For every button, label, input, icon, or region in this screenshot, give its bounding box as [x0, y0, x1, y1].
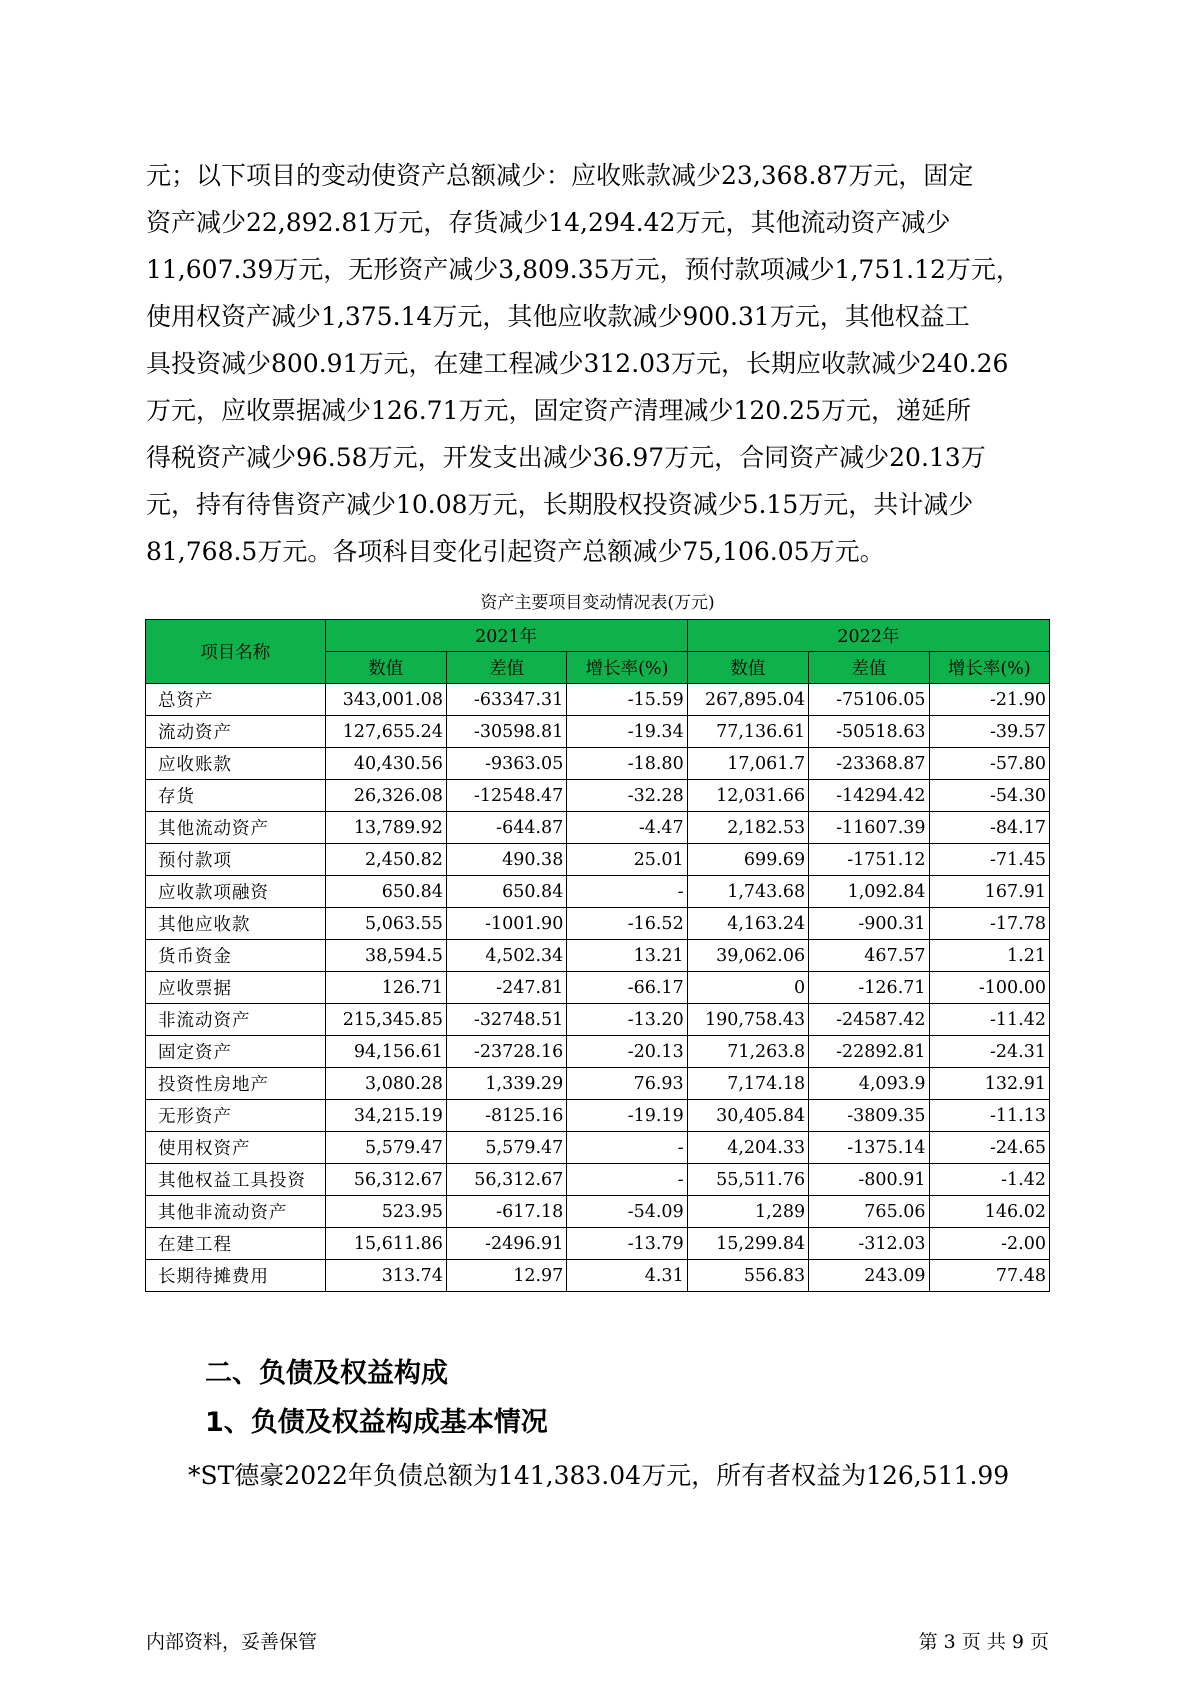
diff-2021-cell: -2496.91 [446, 1228, 566, 1260]
paragraph-line: 万元，应收票据减少126.71万元，固定资产清理减少120.25万元，递延所 [146, 396, 971, 425]
diff-2022-cell: -1751.12 [809, 844, 929, 876]
diff-2021-cell: -617.18 [446, 1196, 566, 1228]
row-label-cell: 在建工程 [146, 1228, 326, 1260]
diff-2021-cell: -30598.81 [446, 716, 566, 748]
growth-2021-cell: -32.28 [567, 780, 687, 812]
value-2021-cell: 650.84 [325, 876, 446, 908]
table-row [146, 1164, 1050, 1196]
table-row [146, 972, 1050, 1004]
diff-2022-cell: -22892.81 [809, 1036, 929, 1068]
header-value-2021: 数值 [325, 652, 446, 684]
diff-2021-cell: -644.87 [446, 812, 566, 844]
diff-2022-cell: -11607.39 [809, 812, 929, 844]
growth-2022-cell: -24.31 [929, 1036, 1049, 1068]
growth-2021-cell: - [567, 876, 687, 908]
growth-2022-cell: -100.00 [929, 972, 1049, 1004]
footer-confidential-note: 内部资料，妥善保管 [146, 1631, 318, 1653]
growth-2021-cell: 25.01 [567, 844, 687, 876]
growth-2022-cell: -21.90 [929, 684, 1049, 716]
paragraph-line: 81,768.5万元。各项科目变化引起资产总额减少75,106.05万元。 [146, 537, 885, 566]
growth-2021-cell: -19.34 [567, 716, 687, 748]
row-label-cell: 无形资产 [146, 1100, 326, 1132]
row-label-cell: 其他应收款 [146, 908, 326, 940]
growth-2022-cell: -11.42 [929, 1004, 1049, 1036]
row-label-cell: 其他权益工具投资 [146, 1164, 326, 1196]
table-row [146, 844, 1050, 876]
table-row [146, 716, 1050, 748]
table-row [146, 1036, 1050, 1068]
table-row [146, 1100, 1050, 1132]
growth-2021-cell: 13.21 [567, 940, 687, 972]
subsection-heading: 1、负债及权益构成基本情况 [205, 1407, 548, 1438]
value-2022-cell: 77,136.61 [687, 716, 808, 748]
row-label-cell: 投资性房地产 [146, 1068, 326, 1100]
row-label-cell: 应收款项融资 [146, 876, 326, 908]
growth-2021-cell: -13.79 [567, 1228, 687, 1260]
diff-2022-cell: 243.09 [809, 1260, 929, 1292]
value-2021-cell: 2,450.82 [325, 844, 446, 876]
growth-2021-cell: - [567, 1132, 687, 1164]
value-2021-cell: 13,789.92 [325, 812, 446, 844]
asset-change-table [145, 619, 1050, 1292]
table-row [146, 1196, 1050, 1228]
row-label-cell: 应收票据 [146, 972, 326, 1004]
value-2021-cell: 40,430.56 [325, 748, 446, 780]
growth-2022-cell: 167.91 [929, 876, 1049, 908]
growth-2022-cell: 132.91 [929, 1068, 1049, 1100]
growth-2021-cell: -20.13 [567, 1036, 687, 1068]
diff-2022-cell: 4,093.9 [809, 1068, 929, 1100]
growth-2022-cell: -39.57 [929, 716, 1049, 748]
value-2021-cell: 313.74 [325, 1260, 446, 1292]
value-2022-cell: 17,061.7 [687, 748, 808, 780]
value-2021-cell: 343,001.08 [325, 684, 446, 716]
row-label-cell: 其他流动资产 [146, 812, 326, 844]
diff-2021-cell: 5,579.47 [446, 1132, 566, 1164]
diff-2022-cell: -50518.63 [809, 716, 929, 748]
value-2021-cell: 127,655.24 [325, 716, 446, 748]
value-2022-cell: 39,062.06 [687, 940, 808, 972]
value-2022-cell: 2,182.53 [687, 812, 808, 844]
value-2022-cell: 71,263.8 [687, 1036, 808, 1068]
growth-2022-cell: -24.65 [929, 1132, 1049, 1164]
diff-2022-cell: 765.06 [809, 1196, 929, 1228]
paragraph-line: 11,607.39万元，无形资产减少3,809.35万元，预付款项减少1,751.12万元， [146, 255, 1021, 284]
diff-2021-cell: -12548.47 [446, 780, 566, 812]
table-row [146, 908, 1050, 940]
table-row [146, 748, 1050, 780]
diff-2022-cell: -14294.42 [809, 780, 929, 812]
paragraph-line: 得税资产减少96.58万元，开发支出减少36.97万元，合同资产减少20.13万 [146, 443, 986, 472]
value-2021-cell: 126.71 [325, 972, 446, 1004]
value-2021-cell: 94,156.61 [325, 1036, 446, 1068]
header-diff-2022: 差值 [809, 652, 929, 684]
header-item-name: 项目名称 [146, 620, 326, 684]
value-2022-cell: 556.83 [687, 1260, 808, 1292]
diff-2022-cell: -75106.05 [809, 684, 929, 716]
growth-2021-cell: 4.31 [567, 1260, 687, 1292]
table-row [146, 780, 1050, 812]
row-label-cell: 其他非流动资产 [146, 1196, 326, 1228]
value-2022-cell: 0 [687, 972, 808, 1004]
header-growth-2022: 增长率(%) [929, 652, 1049, 684]
diff-2022-cell: -24587.42 [809, 1004, 929, 1036]
header-year-2021: 2021年 [325, 620, 687, 652]
growth-2021-cell: -54.09 [567, 1196, 687, 1228]
growth-2022-cell: 1.21 [929, 940, 1049, 972]
value-2022-cell: 699.69 [687, 844, 808, 876]
footer-page-number: 第 3 页 共 9 页 [918, 1631, 1049, 1653]
growth-2021-cell: -4.47 [567, 812, 687, 844]
table-row [146, 940, 1050, 972]
growth-2021-cell: -13.20 [567, 1004, 687, 1036]
diff-2021-cell: -8125.16 [446, 1100, 566, 1132]
table-row [146, 876, 1050, 908]
body-paragraph-liabilities: *ST德豪2022年负债总额为141,383.04万元，所有者权益为126,511.99 [188, 1461, 1010, 1490]
diff-2021-cell: 1,339.29 [446, 1068, 566, 1100]
growth-2022-cell: -54.30 [929, 780, 1049, 812]
growth-2022-cell: -11.13 [929, 1100, 1049, 1132]
value-2021-cell: 26,326.08 [325, 780, 446, 812]
growth-2021-cell: -15.59 [567, 684, 687, 716]
diff-2021-cell: -247.81 [446, 972, 566, 1004]
value-2021-cell: 15,611.86 [325, 1228, 446, 1260]
table-row [146, 1132, 1050, 1164]
row-label-cell: 使用权资产 [146, 1132, 326, 1164]
value-2021-cell: 38,594.5 [325, 940, 446, 972]
value-2022-cell: 30,405.84 [687, 1100, 808, 1132]
diff-2022-cell: -312.03 [809, 1228, 929, 1260]
diff-2021-cell: -1001.90 [446, 908, 566, 940]
row-label-cell: 长期待摊费用 [146, 1260, 326, 1292]
value-2021-cell: 523.95 [325, 1196, 446, 1228]
diff-2022-cell: -1375.14 [809, 1132, 929, 1164]
value-2021-cell: 5,063.55 [325, 908, 446, 940]
row-label-cell: 存货 [146, 780, 326, 812]
paragraph-line: 使用权资产减少1,375.14万元，其他应收款减少900.31万元，其他权益工 [146, 302, 970, 331]
diff-2021-cell: -23728.16 [446, 1036, 566, 1068]
table-row [146, 1068, 1050, 1100]
header-diff-2021: 差值 [446, 652, 566, 684]
value-2022-cell: 12,031.66 [687, 780, 808, 812]
diff-2021-cell: 12.97 [446, 1260, 566, 1292]
growth-2021-cell: 76.93 [567, 1068, 687, 1100]
table-row [146, 1004, 1050, 1036]
diff-2021-cell: -32748.51 [446, 1004, 566, 1036]
row-label-cell: 固定资产 [146, 1036, 326, 1068]
value-2021-cell: 3,080.28 [325, 1068, 446, 1100]
diff-2021-cell: 56,312.67 [446, 1164, 566, 1196]
diff-2022-cell: -3809.35 [809, 1100, 929, 1132]
diff-2022-cell: 1,092.84 [809, 876, 929, 908]
value-2022-cell: 4,163.24 [687, 908, 808, 940]
paragraph-line: 资产减少22,892.81万元，存货减少14,294.42万元，其他流动资产减少 [146, 208, 951, 237]
diff-2022-cell: -900.31 [809, 908, 929, 940]
growth-2022-cell: -1.42 [929, 1164, 1049, 1196]
value-2022-cell: 15,299.84 [687, 1228, 808, 1260]
diff-2021-cell: 490.38 [446, 844, 566, 876]
paragraph-line: 元，持有待售资产减少10.08万元，长期股权投资减少5.15万元，共计减少 [146, 490, 974, 519]
growth-2021-cell: -19.19 [567, 1100, 687, 1132]
value-2021-cell: 34,215.19 [325, 1100, 446, 1132]
value-2022-cell: 4,204.33 [687, 1132, 808, 1164]
value-2022-cell: 267,895.04 [687, 684, 808, 716]
growth-2022-cell: -17.78 [929, 908, 1049, 940]
growth-2022-cell: -57.80 [929, 748, 1049, 780]
row-label-cell: 预付款项 [146, 844, 326, 876]
table-row [146, 684, 1050, 716]
growth-2021-cell: -66.17 [567, 972, 687, 1004]
diff-2021-cell: 4,502.34 [446, 940, 566, 972]
growth-2022-cell: 146.02 [929, 1196, 1049, 1228]
paragraph-line: 元；以下项目的变动使资产总额减少：应收账款减少23,368.87万元，固定 [146, 161, 974, 190]
section-heading: 二、负债及权益构成 [205, 1358, 448, 1389]
row-label-cell: 非流动资产 [146, 1004, 326, 1036]
row-label-cell: 流动资产 [146, 716, 326, 748]
growth-2022-cell: -84.17 [929, 812, 1049, 844]
growth-2021-cell: - [567, 1164, 687, 1196]
diff-2022-cell: -23368.87 [809, 748, 929, 780]
table-row [146, 1260, 1050, 1292]
row-label-cell: 货币资金 [146, 940, 326, 972]
row-label-cell: 应收账款 [146, 748, 326, 780]
table-body [146, 684, 1050, 1292]
header-growth-2021: 增长率(%) [567, 652, 687, 684]
body-paragraph-asset-decrease [146, 152, 1056, 575]
row-label-cell: 总资产 [146, 684, 326, 716]
table-row [146, 1228, 1050, 1260]
value-2022-cell: 1,289 [687, 1196, 808, 1228]
header-value-2022: 数值 [687, 652, 808, 684]
diff-2021-cell: -9363.05 [446, 748, 566, 780]
table-caption: 资产主要项目变动情况表(万元) [480, 593, 715, 613]
diff-2022-cell: -800.91 [809, 1164, 929, 1196]
value-2021-cell: 5,579.47 [325, 1132, 446, 1164]
growth-2022-cell: 77.48 [929, 1260, 1049, 1292]
value-2021-cell: 215,345.85 [325, 1004, 446, 1036]
value-2022-cell: 1,743.68 [687, 876, 808, 908]
growth-2022-cell: -71.45 [929, 844, 1049, 876]
growth-2022-cell: -2.00 [929, 1228, 1049, 1260]
header-year-2022: 2022年 [687, 620, 1049, 652]
diff-2021-cell: -63347.31 [446, 684, 566, 716]
value-2022-cell: 7,174.18 [687, 1068, 808, 1100]
diff-2022-cell: 467.57 [809, 940, 929, 972]
table-row [146, 812, 1050, 844]
value-2022-cell: 190,758.43 [687, 1004, 808, 1036]
growth-2021-cell: -16.52 [567, 908, 687, 940]
diff-2022-cell: -126.71 [809, 972, 929, 1004]
growth-2021-cell: -18.80 [567, 748, 687, 780]
diff-2021-cell: 650.84 [446, 876, 566, 908]
paragraph-line: 具投资减少800.91万元，在建工程减少312.03万元，长期应收款减少240.26 [146, 349, 1009, 378]
value-2022-cell: 55,511.76 [687, 1164, 808, 1196]
value-2021-cell: 56,312.67 [325, 1164, 446, 1196]
